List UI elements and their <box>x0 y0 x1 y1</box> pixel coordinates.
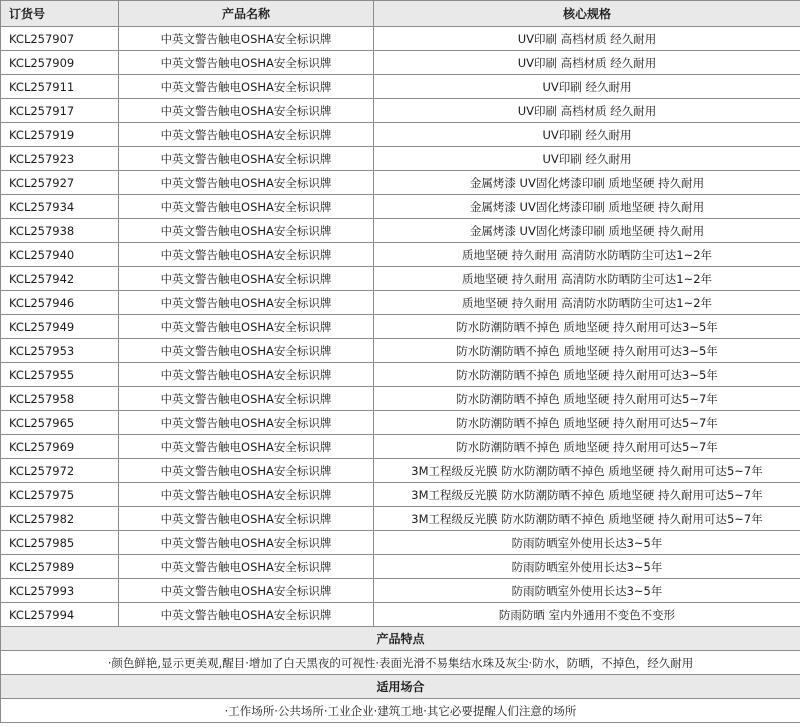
table-row <box>1 531 800 555</box>
order-no-cell: KCL257965 <box>1 411 119 435</box>
spec-cell: 防水防潮防晒不掉色 质地坚硬 持久耐用可达5~7年 <box>374 411 800 435</box>
product-name-cell: 中英文警告触电OSHA安全标识牌 <box>119 555 374 579</box>
spec-cell: 防水防潮防晒不掉色 质地坚硬 持久耐用可达5~7年 <box>374 387 800 411</box>
features-row <box>1 651 800 675</box>
table-row <box>1 387 800 411</box>
order-no-cell: KCL257946 <box>1 291 119 315</box>
spec-cell: 防雨防晒室外使用长达3~5年 <box>374 555 800 579</box>
product-name-cell: 中英文警告触电OSHA安全标识牌 <box>119 363 374 387</box>
table-row <box>1 267 800 291</box>
applications-row <box>1 699 800 723</box>
order-no-cell: KCL257940 <box>1 243 119 267</box>
order-no-cell: KCL257982 <box>1 507 119 531</box>
spec-cell: 防水防潮防晒不掉色 质地坚硬 持久耐用可达3~5年 <box>374 315 800 339</box>
order-no-cell: KCL257993 <box>1 579 119 603</box>
product-name-cell: 中英文警告触电OSHA安全标识牌 <box>119 171 374 195</box>
order-no-cell: KCL257919 <box>1 123 119 147</box>
table-row <box>1 291 800 315</box>
table-row <box>1 339 800 363</box>
product-name-cell: 中英文警告触电OSHA安全标识牌 <box>119 291 374 315</box>
spec-cell: UV印刷 高档材质 经久耐用 <box>374 27 800 51</box>
features-section-header <box>1 627 800 651</box>
order-no-cell: KCL257942 <box>1 267 119 291</box>
product-name-cell: 中英文警告触电OSHA安全标识牌 <box>119 195 374 219</box>
spec-cell: UV印刷 经久耐用 <box>374 147 800 171</box>
spec-cell: 防雨防晒室外使用长达3~5年 <box>374 531 800 555</box>
product-name-cell: 中英文警告触电OSHA安全标识牌 <box>119 267 374 291</box>
spec-cell: 防水防潮防晒不掉色 质地坚硬 持久耐用可达5~7年 <box>374 435 800 459</box>
order-no-cell: KCL257938 <box>1 219 119 243</box>
product-name-cell: 中英文警告触电OSHA安全标识牌 <box>119 411 374 435</box>
product-name-cell: 中英文警告触电OSHA安全标识牌 <box>119 603 374 627</box>
product-name-cell: 中英文警告触电OSHA安全标识牌 <box>119 75 374 99</box>
table-row <box>1 75 800 99</box>
table-row <box>1 99 800 123</box>
spec-cell: UV印刷 高档材质 经久耐用 <box>374 99 800 123</box>
spec-cell: 防水防潮防晒不掉色 质地坚硬 持久耐用可达3~5年 <box>374 363 800 387</box>
order-no-cell: KCL257927 <box>1 171 119 195</box>
spec-cell: 3M工程级反光膜 防水防潮防晒不掉色 质地坚硬 持久耐用可达5~7年 <box>374 459 800 483</box>
order-no-cell: KCL257985 <box>1 531 119 555</box>
applications-text: ·工作场所·公共场所·工业企业·建筑工地·其它必要提醒人们注意的场所 <box>1 699 800 723</box>
order-no-cell: KCL257953 <box>1 339 119 363</box>
table-row <box>1 123 800 147</box>
order-no-cell: KCL257909 <box>1 51 119 75</box>
order-no-cell: KCL257917 <box>1 99 119 123</box>
spec-cell: 防雨防晒 室内外通用不变色不变形 <box>374 603 800 627</box>
table-row <box>1 219 800 243</box>
table-row <box>1 459 800 483</box>
table-row <box>1 483 800 507</box>
spec-cell: UV印刷 高档材质 经久耐用 <box>374 51 800 75</box>
product-name-cell: 中英文警告触电OSHA安全标识牌 <box>119 147 374 171</box>
spec-cell: 3M工程级反光膜 防水防潮防晒不掉色 质地坚硬 持久耐用可达5~7年 <box>374 507 800 531</box>
product-name-cell: 中英文警告触电OSHA安全标识牌 <box>119 579 374 603</box>
table-row <box>1 363 800 387</box>
order-no-cell: KCL257955 <box>1 363 119 387</box>
spec-cell: 质地坚硬 持久耐用 高清防水防晒防尘可达1~2年 <box>374 267 800 291</box>
product-name-cell: 中英文警告触电OSHA安全标识牌 <box>119 99 374 123</box>
table-row <box>1 315 800 339</box>
order-no-cell: KCL257972 <box>1 459 119 483</box>
table-row <box>1 579 800 603</box>
product-name-cell: 中英文警告触电OSHA安全标识牌 <box>119 315 374 339</box>
applications-section-header <box>1 675 800 699</box>
spec-cell: 防雨防晒室外使用长达3~5年 <box>374 579 800 603</box>
table-row <box>1 51 800 75</box>
features-text: ·颜色鲜艳,显示更美观,醒目·增加了白天黑夜的可视性·表面光滑不易集结水珠及灰尘·防水，防晒，不掉色，经久耐用 <box>1 651 800 675</box>
header-spec: 核心规格 <box>374 1 800 27</box>
product-name-cell: 中英文警告触电OSHA安全标识牌 <box>119 435 374 459</box>
product-name-cell: 中英文警告触电OSHA安全标识牌 <box>119 243 374 267</box>
product-name-cell: 中英文警告触电OSHA安全标识牌 <box>119 483 374 507</box>
order-no-cell: KCL257949 <box>1 315 119 339</box>
table-row <box>1 603 800 627</box>
product-name-cell: 中英文警告触电OSHA安全标识牌 <box>119 123 374 147</box>
order-no-cell: KCL257911 <box>1 75 119 99</box>
spec-cell: 防水防潮防晒不掉色 质地坚硬 持久耐用可达3~5年 <box>374 339 800 363</box>
header-product-name: 产品名称 <box>119 1 374 27</box>
spec-cell: 金属烤漆 UV固化烤漆印刷 质地坚硬 持久耐用 <box>374 171 800 195</box>
order-no-cell: KCL257975 <box>1 483 119 507</box>
order-no-cell: KCL257989 <box>1 555 119 579</box>
table-row <box>1 27 800 51</box>
product-name-cell: 中英文警告触电OSHA安全标识牌 <box>119 387 374 411</box>
spec-cell: 3M工程级反光膜 防水防潮防晒不掉色 质地坚硬 持久耐用可达5~7年 <box>374 483 800 507</box>
product-name-cell: 中英文警告触电OSHA安全标识牌 <box>119 219 374 243</box>
product-name-cell: 中英文警告触电OSHA安全标识牌 <box>119 339 374 363</box>
table-row <box>1 411 800 435</box>
order-no-cell: KCL257994 <box>1 603 119 627</box>
order-no-cell: KCL257969 <box>1 435 119 459</box>
spec-cell: 质地坚硬 持久耐用 高清防水防晒防尘可达1~2年 <box>374 243 800 267</box>
order-no-cell: KCL257907 <box>1 27 119 51</box>
table-row <box>1 147 800 171</box>
table-row <box>1 195 800 219</box>
table-row <box>1 507 800 531</box>
table-header-row <box>1 1 800 27</box>
spec-cell: 金属烤漆 UV固化烤漆印刷 质地坚硬 持久耐用 <box>374 219 800 243</box>
spec-cell: 金属烤漆 UV固化烤漆印刷 质地坚硬 持久耐用 <box>374 195 800 219</box>
order-no-cell: KCL257958 <box>1 387 119 411</box>
features-title: 产品特点 <box>1 627 800 651</box>
spec-cell: UV印刷 经久耐用 <box>374 123 800 147</box>
table-row <box>1 243 800 267</box>
order-no-cell: KCL257934 <box>1 195 119 219</box>
product-name-cell: 中英文警告触电OSHA安全标识牌 <box>119 459 374 483</box>
table-row <box>1 171 800 195</box>
product-name-cell: 中英文警告触电OSHA安全标识牌 <box>119 27 374 51</box>
order-no-cell: KCL257923 <box>1 147 119 171</box>
table-body <box>1 27 800 627</box>
spec-cell: 质地坚硬 持久耐用 高清防水防晒防尘可达1~2年 <box>374 291 800 315</box>
product-name-cell: 中英文警告触电OSHA安全标识牌 <box>119 531 374 555</box>
table-row <box>1 435 800 459</box>
applications-title: 适用场合 <box>1 675 800 699</box>
product-name-cell: 中英文警告触电OSHA安全标识牌 <box>119 507 374 531</box>
product-name-cell: 中英文警告触电OSHA安全标识牌 <box>119 51 374 75</box>
spec-cell: UV印刷 经久耐用 <box>374 75 800 99</box>
header-order-no: 订货号 <box>1 1 119 27</box>
table-row <box>1 555 800 579</box>
